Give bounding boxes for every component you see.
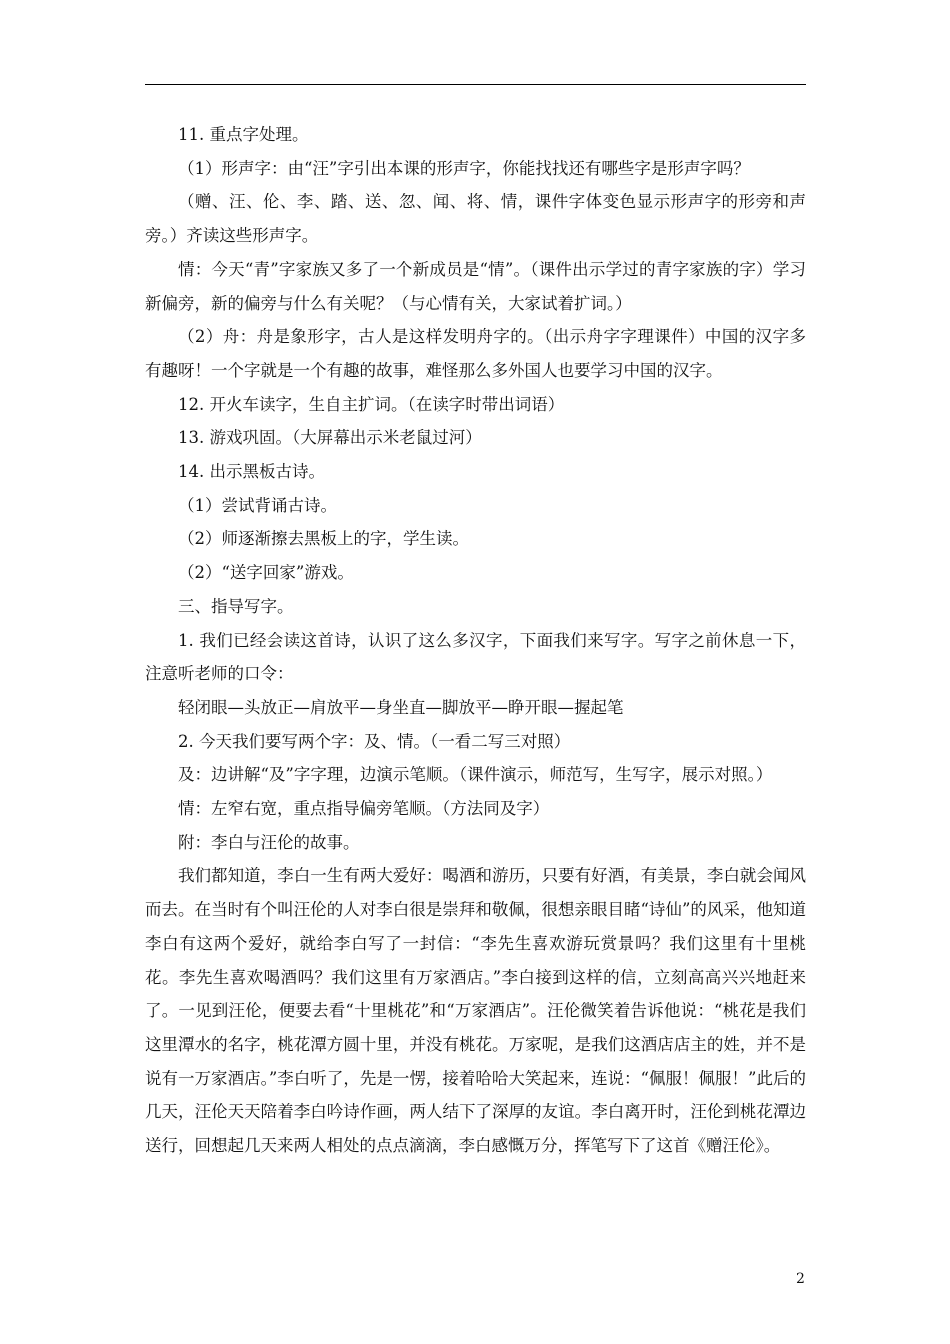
section-heading-writing: 三、指导写字。 <box>178 596 294 616</box>
paragraph-phonetic-compounds: （1）形声字：由“汪”字引出本课的形声字，你能找找还有哪些字是形声字吗？ <box>178 158 750 178</box>
document-body <box>145 118 806 1163</box>
paragraph-compound-list: （赠、汪、伦、李、踏、送、忽、闻、将、情，课件字体变色显示形声字的形旁和声旁。）齐读这些形声字。 <box>145 192 806 246</box>
paragraph-game-review: 13. 游戏巩固。（大屏幕出示米老鼠过河） <box>178 428 482 448</box>
paragraph-erase-blackboard: （2）师逐渐擦去黑板上的字，学生读。 <box>178 529 469 549</box>
paragraph-appendix-title: 附：李白与汪伦的故事。 <box>178 832 360 852</box>
paragraph-ji-character: 及：边讲解“及”字字理，边演示笔顺。（课件演示，师范写，生写字，展示对照。） <box>178 765 773 785</box>
paragraph-key-characters: 11. 重点字处理。 <box>178 125 309 144</box>
paragraph-writing-intro: 1. 我们已经会读这首诗，认识了这么多汉字，下面我们来写字。写字之前休息一下，注意听老师的口令： <box>145 630 806 684</box>
paragraph-zhou-character: （2）舟：舟是象形字，古人是这样发明舟字的。（出示舟字字理课件）中国的汉字多有趣呀！一个字就是一个有趣的故事，难怪那么多外国人也要学习中国的汉字。 <box>145 327 806 380</box>
paragraph-send-characters-home: （2）“送字回家”游戏。 <box>178 563 354 583</box>
paragraph-qing-character: 情：今天“青”字家族又多了一个新成员是“情”。（课件出示学过的青字家族的字）学习新偏旁，新的偏旁与什么有关呢？（与心情有关，大家试着扩词。） <box>145 259 806 313</box>
paragraph-li-bai-story: 我们都知道，李白一生有两大爱好：喝酒和游历，只要有好酒，有美景，李白就会闻风而去。在当时有个叫汪伦的人对李白很是崇拜和敬佩，很想亲眼目睹“诗仙”的风采，他知道李白有这两个爱好，就给李白写了一封信：“李先生喜欢游玩赏景吗？我们这里有十里桃花。李先生喜欢喝酒吗？我们这里有万家酒店。”李白接到这样的信，立刻高高兴兴地赶来了。一见到汪伦，便要去看“十里桃花”和“万家酒店”。汪伦微笑着告诉他说：“桃花是我们这里潭水的名字，桃花潭方圆十里，并没有桃花。万家呢，是我们这酒店店主的姓，并不是说有一万家酒店。”李白听了，先是一愣，接着哈哈大笑起来，连说：“佩服！佩服！”此后的几天，汪伦天天陪着李白吟诗作画，两人结下了深厚的友谊。李白离开时，汪伦到桃花潭边送行，回想起几天来两人相处的点点滴滴，李白感慨万分，挥笔写下了这首《赠汪伦》。 <box>145 866 806 1156</box>
page-number: 2 <box>796 1271 805 1287</box>
paragraph-posture-commands: 轻闭眼—头放正—肩放平—身坐直—脚放平—睁开眼—握起笔 <box>178 697 624 717</box>
paragraph-recite-poem: （1）尝试背诵古诗。 <box>178 495 337 515</box>
paragraph-blackboard-poem: 14. 出示黑板古诗。 <box>178 462 325 482</box>
header-rule <box>145 84 806 85</box>
paragraph-two-characters: 2. 今天我们要写两个字：及、情。（一看二写三对照） <box>178 731 571 751</box>
paragraph-train-reading: 12. 开火车读字，生自主扩词。（在读字时带出词语） <box>178 394 565 414</box>
paragraph-qing-writing: 情：左窄右宽，重点指导偏旁笔顺。（方法同及字） <box>178 799 550 819</box>
